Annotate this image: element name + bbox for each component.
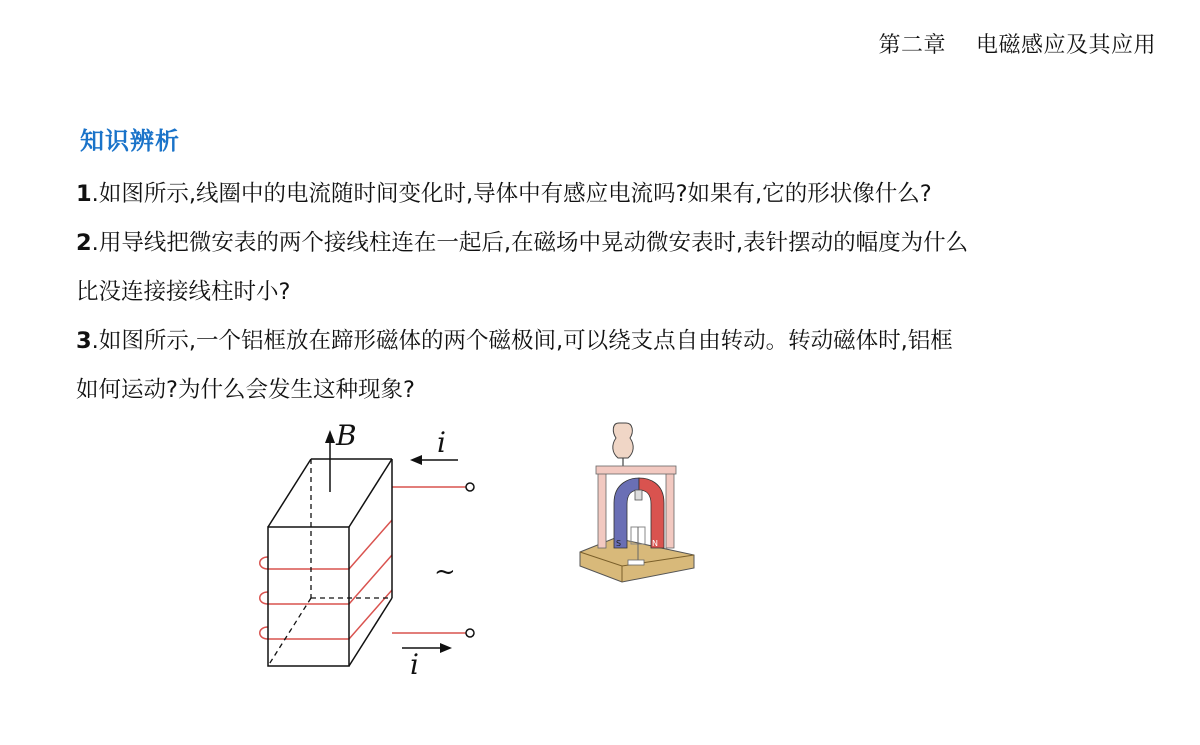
arrow-up-icon [325,430,335,492]
arrow-left-icon [410,455,458,465]
question-2-line-2: 比没连接接线柱时小? [76,279,291,305]
question-3-line-1 [76,330,953,353]
question-2-dot: . [91,230,99,256]
question-3-line-2: 如何运动?为什么会发生这种现象? [76,377,415,403]
figure-horseshoe-magnet [575,415,700,585]
pole-s-label: S [616,539,622,548]
magnet-south-arm [614,478,639,548]
question-1-text: 如图所示,线圈中的电流随时间变化时,导体中有感应电流吗?如果有,它的形状像什么? [98,181,932,207]
pole-n-label: N [652,539,658,548]
question-2-text: 用导线把微安表的两个接线柱连在一起后,在磁场中晃动微安表时,表针摆动的幅度为什么 [98,230,969,256]
chapter-header: 第二章 电磁感应及其应用 [878,33,1156,58]
question-3-dot: . [91,328,99,354]
question-3-text: 如图所示,一个铝框放在蹄形磁体的两个磁极间,可以绕支点自由转动。转动磁体时,铝框 [98,328,953,354]
frame-left-post [598,468,606,548]
pivot-plate [628,560,644,565]
question-3-number: 3 [76,328,92,354]
ac-source-symbol: ~ [434,557,456,587]
question-2-line-1 [76,232,968,255]
question-1-number: 1 [76,181,92,207]
magnet-north-arm [639,478,664,548]
question-1 [76,183,932,206]
frame-right-post [666,468,674,548]
field-label-b: B [336,419,357,452]
current-label-top: i [437,426,446,459]
magnet-handle [613,423,633,458]
question-1-dot: . [91,181,99,207]
frame-top-bar [596,466,676,474]
question-2-number: 2 [76,230,92,256]
current-label-bottom: i [410,648,419,680]
terminal-bottom [466,629,474,637]
figure-coil-conductor [250,418,490,680]
section-title: 知识辨析 [80,127,180,155]
terminal-top [466,483,474,491]
